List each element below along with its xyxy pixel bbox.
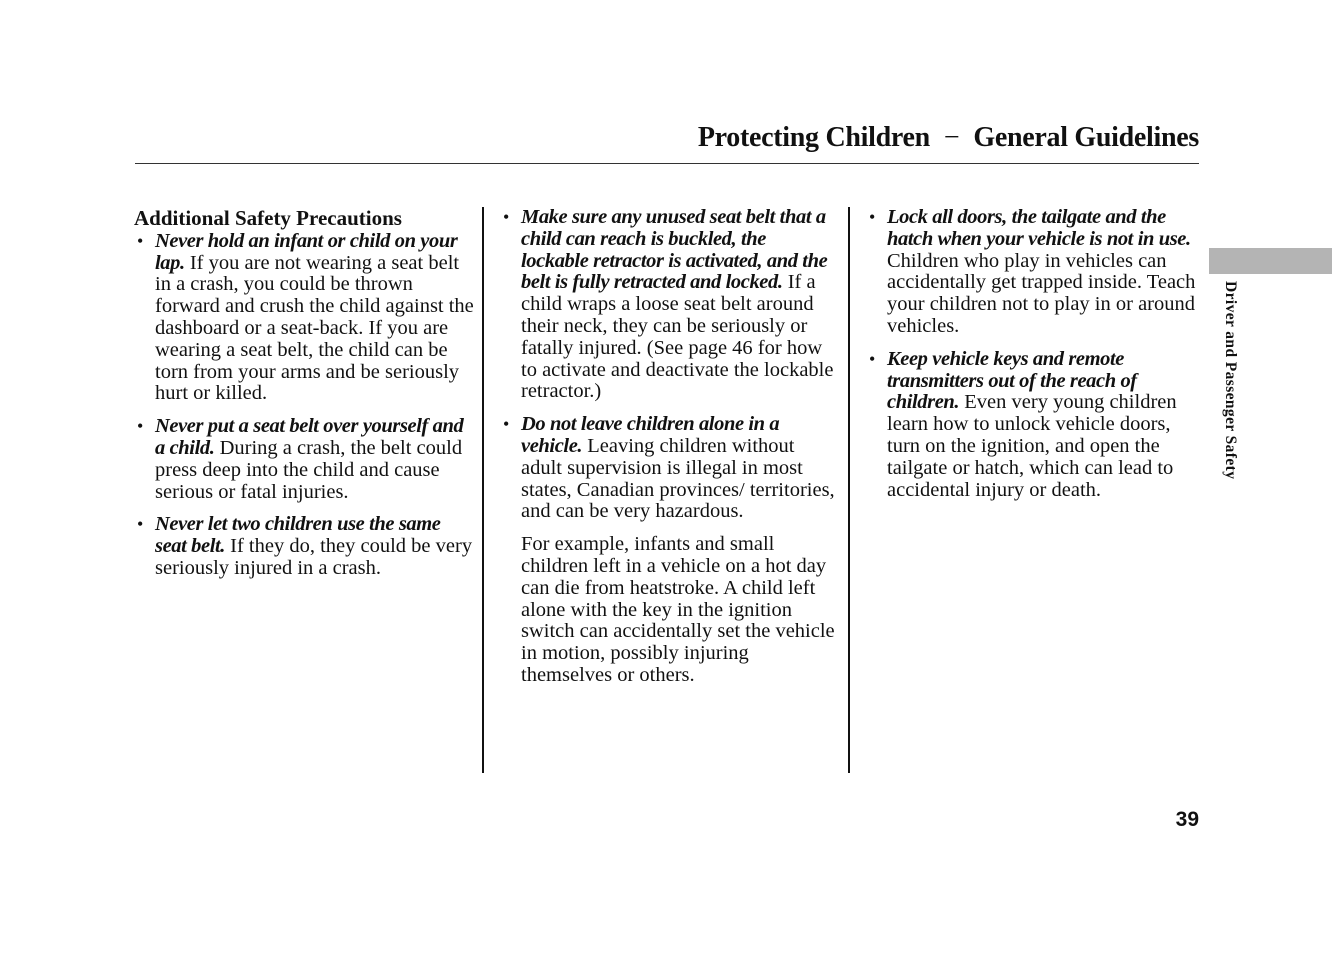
- column-2: [500, 207, 836, 687]
- column-3: [866, 207, 1202, 512]
- section-tab-label: Driver and Passenger Safety: [1222, 281, 1239, 480]
- section-tab: [1209, 248, 1332, 274]
- header-rule: [135, 163, 1199, 164]
- page-number: 39: [1175, 808, 1199, 831]
- bullet-icon: •: [137, 514, 144, 535]
- item-text: If you are not wearing a seat belt in a crash, you could be thrown forward and crush the child against the dashboard or a seat-back. If you are wearing a seat belt, the child can be torn from your arms and be seriously hurt or killed.: [155, 251, 474, 405]
- title-part-2: General Guidelines: [973, 122, 1199, 153]
- bullet-icon: •: [137, 230, 144, 251]
- item-lead: Never hold an infant or child on your lap.: [155, 229, 458, 274]
- list-item: [134, 231, 474, 405]
- item-text: Children who play in vehicles can accidentally get trapped inside. Teach your children not to play in or around vehicles.: [887, 249, 1196, 337]
- item-text: Leaving children without adult supervision is illegal in most states, Canadian provinces/ territories, and can be very hazardous.: [521, 434, 835, 523]
- list-item: [134, 514, 474, 579]
- list-item: [134, 416, 474, 503]
- section-heading: Additional Safety Precautions: [134, 206, 402, 230]
- item-lead: Do not leave children alone in a vehicle.: [521, 413, 780, 457]
- item-text: If a child wraps a loose seat belt around their neck, they can be seriously or fatally injured. (See page 46 for how to activate and deactivate the lockable retractor.): [521, 271, 834, 403]
- column-divider: [482, 207, 484, 773]
- bullet-icon: •: [503, 414, 510, 435]
- title-part-1: Protecting Children: [697, 122, 930, 153]
- body-paragraph: For example, infants and small children left in a vehicle on a hot day can die from heatstroke. A child left alone with the key in the ignition switch can accidentally set the vehicle in motion, possibly injuring themselves or others.: [521, 533, 835, 686]
- list-item: [500, 207, 836, 403]
- column-divider: [848, 207, 850, 773]
- title-separator: −: [943, 122, 960, 153]
- item-lead: Keep vehicle keys and remote transmitters out of the reach of children.: [887, 347, 1137, 414]
- list-item: [866, 349, 1202, 502]
- list-item: [500, 414, 836, 523]
- bullet-icon: •: [869, 207, 876, 227]
- bullet-icon: •: [137, 416, 144, 437]
- item-text: If they do, they could be very seriously injured in a crash.: [155, 535, 473, 579]
- list-item: [866, 207, 1202, 338]
- page-title: [698, 122, 1199, 154]
- item-lead: Lock all doors, the tailgate and the hatch when your vehicle is not in use.: [887, 206, 1191, 250]
- item-text: Even very young children learn how to unlock vehicle doors, turn on the ignition, and open the tailgate or hatch, which can lead to accidental injury or death.: [887, 391, 1177, 501]
- item-lead: Never let two children use the same seat belt.: [155, 513, 441, 558]
- item-lead: Never put a seat belt over yourself and a child.: [155, 415, 464, 459]
- item-lead: Make sure any unused seat belt that a child can reach is buckled, the lockable retractor is activated, and the belt is fully retracted and locked.: [521, 206, 828, 294]
- bullet-icon: •: [869, 348, 876, 369]
- item-text: During a crash, the belt could press deep into the child and cause serious or fatal injuries.: [155, 436, 463, 503]
- bullet-icon: •: [503, 207, 510, 227]
- column-1: [134, 207, 474, 591]
